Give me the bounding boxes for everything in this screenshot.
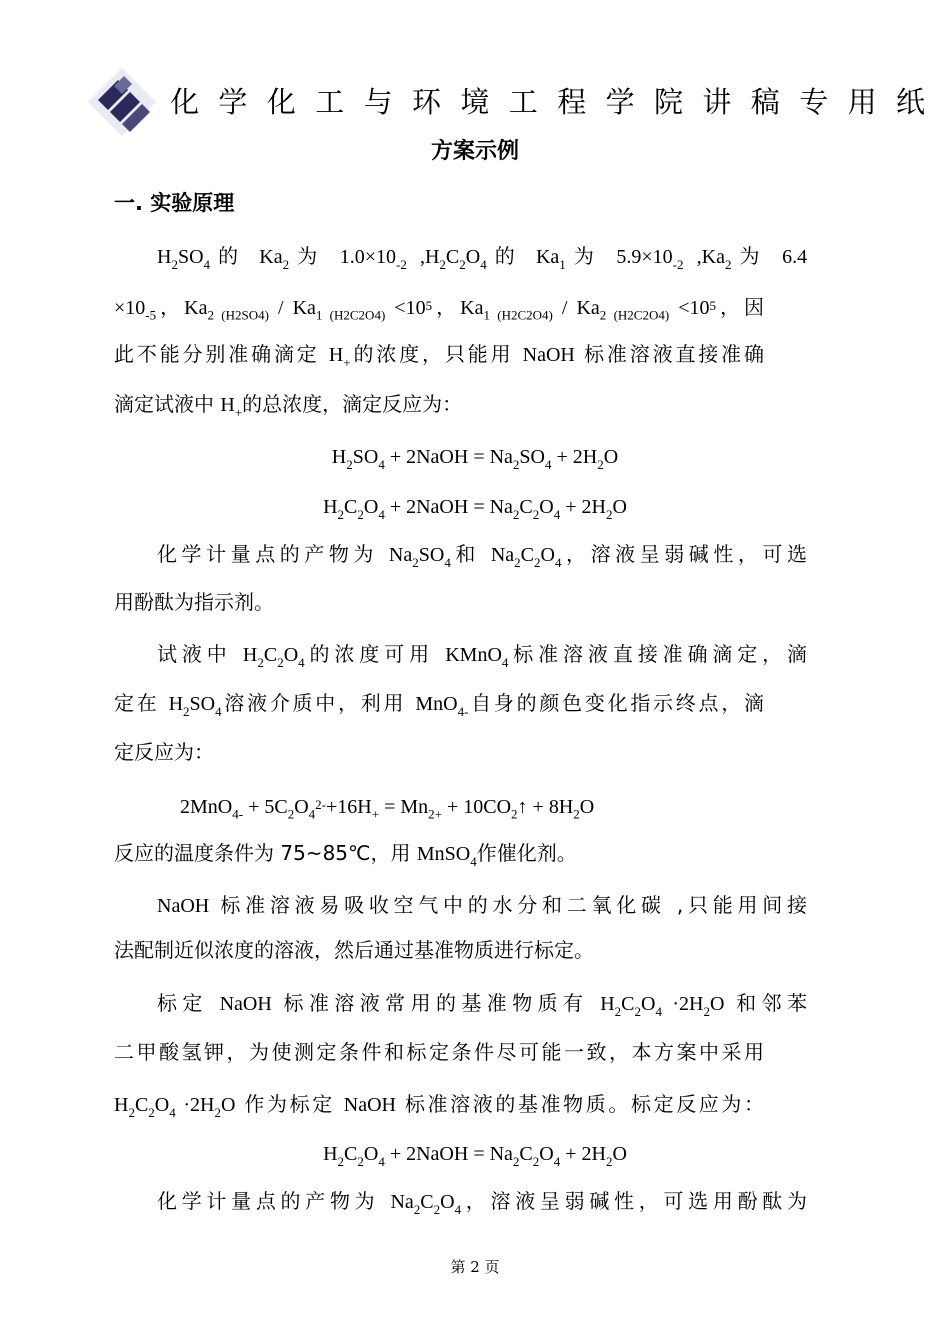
- equation: $H_2C_2O_4$ + 2NaOH = $Na_2C_2O_4 + 2H_2O$: [323, 1143, 627, 1169]
- paragraph-line: 定在 $H_2SO_4$溶液介质中，利用 MnO$_{4-}$自身的颜色变化指示终点，滴: [114, 691, 765, 719]
- paragraph-line: $\times 10_{-5}$，$Ka_2$ $_{(H2SO4)} / Ka_{1 (H2C2O4)} <10^5$，$Ka_{1 (H2C2O4)} / Ka_{2 (H2C2O4)} <10^5$，因: [114, 294, 765, 323]
- equation: $H_2SO_4$ + 2NaOH = $Na_2SO_4 + 2H_2O$: [331, 446, 619, 472]
- paragraph-line: 化学计量点的产物为 $Na_2SO_4$和 $Na_2C_2O_4$，溶液呈弱碱性，可选: [157, 542, 808, 570]
- paragraph-line: 用酚酞为指示剂。: [114, 590, 274, 614]
- document-title: 方案示例: [430, 139, 519, 164]
- section-heading: 一. 实验原理: [114, 191, 235, 215]
- paragraph-line: 标定 NaOH 标准溶液常用的基准物质有 $H_2C_2O_4 \cdot 2H_2O$ 和邻苯: [157, 991, 807, 1019]
- paragraph-line: 化学计量点的产物为 $Na_2C_2O_4$，溶液呈弱碱性，可选用酚酞为: [157, 1189, 808, 1217]
- paragraph-line: 此不能分别准确滴定 $H_+$的浓度，只能用 NaOH 标准溶液直接准确: [114, 342, 765, 370]
- equation: $2MnO_{4-} + 5C_2O_4^{2-}+16H_+ = Mn_{2+}$ + $10CO_2↑ + 8H_2O$: [180, 795, 595, 822]
- paragraph-line: 法配制近似浓度的溶液，然后通过基准物质进行标定。: [114, 938, 594, 962]
- paragraph-line: 定反应为：: [114, 740, 214, 764]
- paragraph-line: $H_2SO_4$的 $Ka_2$为 $1.0\times 10_{-2}$ $,H_2C_2O_4$的 $Ka_1$为 $5.9\times 10_{-2}$ $,Ka_2$为 6.4: [157, 244, 808, 272]
- school-logo-icon: [84, 64, 160, 140]
- page-number: 第 2 页: [450, 1258, 500, 1276]
- paragraph-line: $H_2C_2O_4 \cdot 2H_2O$ 作为标定 NaOH 标准溶液的基准物质。标定反应为：: [114, 1092, 765, 1120]
- paragraph-line: 二甲酸氢钾，为使测定条件和标定条件尽可能一致，本方案中采用: [114, 1040, 764, 1064]
- paragraph-line: 滴定试液中 $H_+$的总浓度，滴定反应为：: [114, 392, 463, 420]
- header-title: 化学化工与环境工程学院讲稿专用纸: [170, 85, 945, 119]
- paragraph-line: 反应的温度条件为 75~85℃，用 MnSO$_4$作催化剂。: [114, 841, 577, 869]
- equation: $H_2C_2O_4$ + 2NaOH = $Na_2C_2O_4 + 2H_2O$: [323, 496, 627, 522]
- paragraph-line: NaOH 标准溶液易吸收空气中的水分和二氧化碳 ,只能用间接: [157, 893, 807, 917]
- paragraph-line: 试液中 $H_2C_2O_4$的浓度可用 KMnO$_4$标准溶液直接准确滴定，滴: [157, 642, 808, 670]
